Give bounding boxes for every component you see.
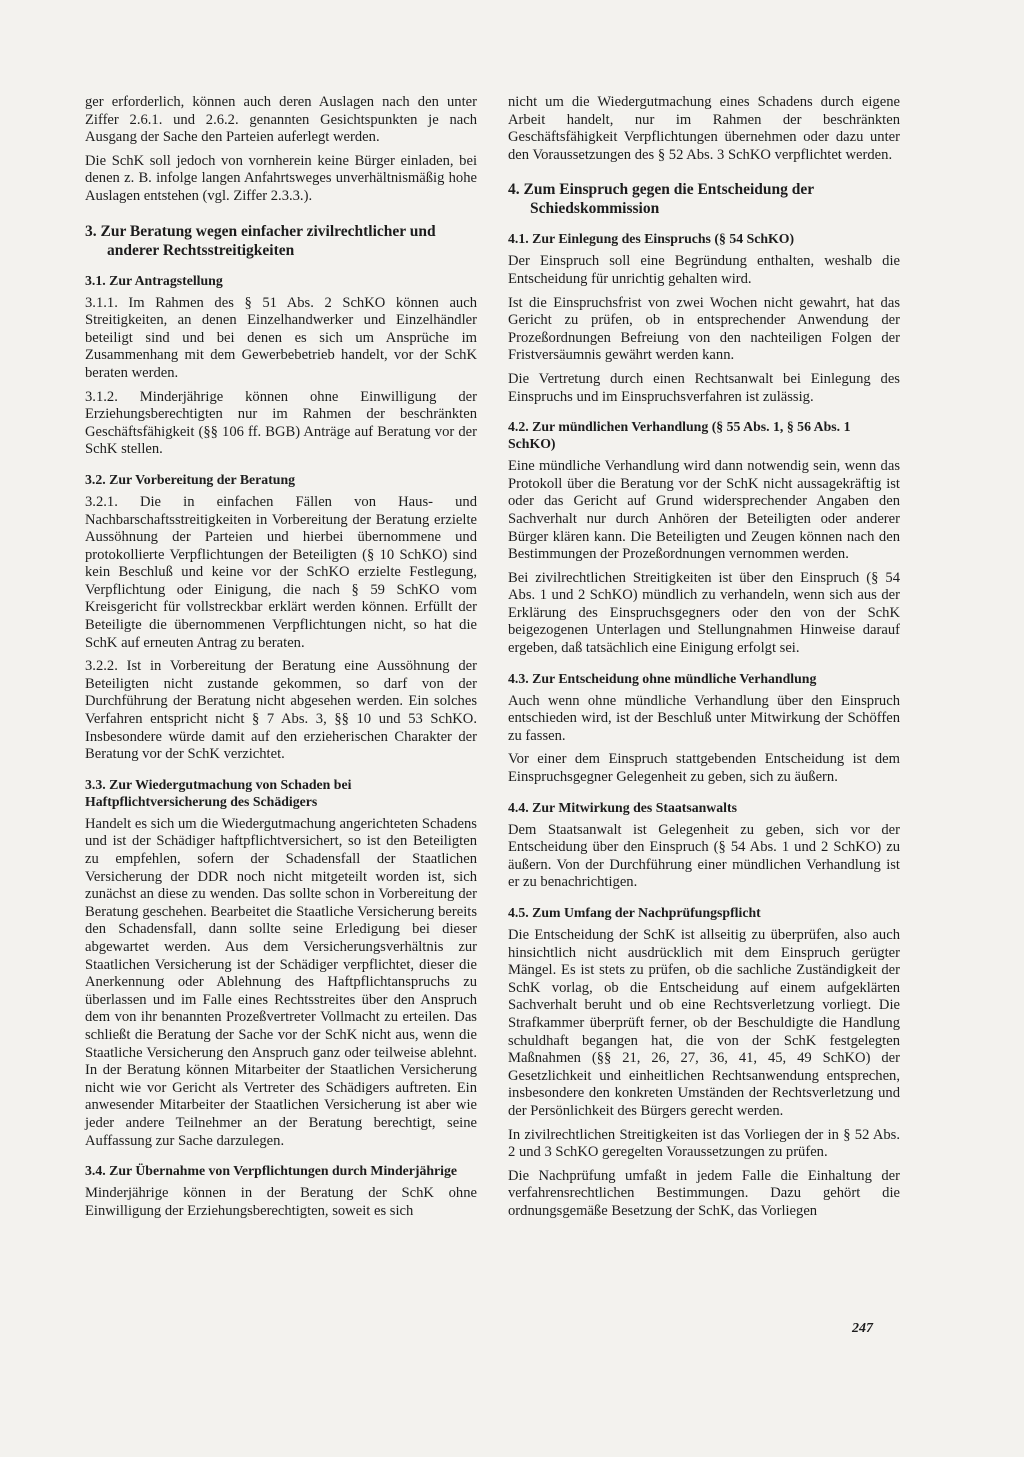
subsection-heading: 3.1. Zur Antragstellung bbox=[85, 272, 223, 288]
paragraph: Dem Staatsanwalt ist Gelegenheit zu geben, sich vor der Entscheidung über den Einspruch (§ 54 Abs. 1 und 2 SchKO) zu äußern. Von der Durchführung einer mündlichen Verhandlung ist er zu benachrichtigen. bbox=[508, 821, 900, 891]
paragraph: Auch wenn ohne mündliche Verhandlung über den Einspruch entschieden wird, ist der Beschluß unter Mitwirkung der Schöffen zu fassen. bbox=[508, 692, 900, 744]
paragraph: 3.2.1. Die in einfachen Fällen von Haus- und Nachbarschaftsstreitigkeiten in Vorbereitung der Beratung erzielte Aussöhnung der Parteien und hierbei übernommene und protokollierte Verpflichtungen der Beteiligten (§ 10 SchKO) sind kein Beschluß und keine vor der SchKO erzielte Festlegung, Verpflichtung oder Einigung, die nach § 59 SchKO vom Kreisgericht für vollstreckbar erklärt werden können. Erfüllt der Beteiligte die übernommenen Verpflichtungen nicht, so hat die SchK auf erneuten Antrag zu beraten. bbox=[85, 493, 477, 651]
paragraph: nicht um die Wiedergutmachung eines Schadens durch eigene Arbeit handelt, nur im Rahmen der beschränkten Geschäftsfähigkeit Verpflichtungen übernehmen oder dazu unter den Voraussetzungen des § 52 Abs. 3 SchKO verpflichtet werden. bbox=[508, 94, 900, 163]
subsection-heading: 4.1. Zur Einlegung des Einspruchs (§ 54 SchKO) bbox=[508, 231, 795, 247]
paragraph: Die Nachprüfung umfaßt in jedem Falle die Einhaltung der verfahrensrechtlichen Bestimmungen. Dazu gehört die ordnungsgemäße Besetzung der SchK, das Vorliegen bbox=[508, 1167, 900, 1219]
paragraph: Die Entscheidung der SchK ist allseitig zu überprüfen, also auch hinsichtlich nicht ausdrücklich mit dem Einspruch gerügter Mängel. Es ist stets zu prüfen, ob die sachliche Zuständigkeit der SchK vorlag, ob die Entscheidung auf einem aufgeklärten Sachverhalt beruht und ob eine Rechtsverletzung vorliegt. Die Strafkammer überprüft ferner, ob der Beschuldigte die Handlung schuldhaft begangen hat, die von der SchK festgelegten Maßnahmen (§§ 21, 26, 27, 36, 41, 45, 49 SchKO) der Gesetzlichkeit und einheitlichen Rechtsanwendung entsprechen, insbesondere den konkreten Umständen der Rechtsverletzung und der Persönlichkeit des Bürgers gerecht werden. bbox=[508, 927, 900, 1119]
paragraph: Die Vertretung durch einen Rechtsanwalt bei Einlegung des Einspruchs und im Einspruchsverfahren ist zulässig. bbox=[508, 370, 900, 405]
paragraph: 3.1.1. Im Rahmen des § 51 Abs. 2 SchKO können auch Streitigkeiten, an denen Einzelhandwerker und Einzelhändler beteiligt sind und bei denen es sich um Ansprüche im Zusammenhang mit dem Gewerbebetrieb handelt, vor der SchK beraten werden. bbox=[85, 294, 477, 381]
paragraph: Minderjährige können in der Beratung der SchK ohne Einwilligung der Erziehungsberechtigten, soweit es sich bbox=[85, 1185, 477, 1219]
paragraph: 3.1.2. Minderjährige können ohne Einwilligung der Erziehungsberechtigten nur im Rahmen der beschränkten Geschäftsfähigkeit (§§ 106 ff. BGB) Anträge auf Beratung vor der SchK stellen. bbox=[85, 388, 477, 458]
subsection-heading: 4.2. Zur mündlichen Verhandlung (§ 55 Abs. 1, § 56 Abs. 1 SchKO) bbox=[508, 419, 851, 452]
subsection-heading: 4.5. Zum Umfang der Nachprüfungspflicht bbox=[508, 905, 761, 920]
paragraph: Handelt es sich um die Wiedergutmachung angerichteten Schadens und ist der Schädiger haftpflichtversichert, so ist den Beteiligten zu empfehlen, sofern der Schadensfall der Staatlichen Versicherung der DDR noch nicht mitgeteilt worden ist, sich zunächst an diese zu wenden. Das sollte schon in Vorbereitung der Beratung geschehen. Bearbeitet die Staatliche Versicherung bereits den Schadensfall, dann sollte seine Erledigung bei dieser abgewartet werden. Aus dem Versicherungsverhältnis zur Staatlichen Versicherung ist der Schädiger verpflichtet, dieser die Anerkennung oder Ablehnung des Haftpflichtanspruchs zu überlassen und im Falle eines Rechtsstreites über den Anspruch dem von ihr benannten Prozeßvertreter Vollmacht zu erteilen. Das schließt die Beratung der Sache vor der SchK nicht aus, wenn die Staatliche Versicherung den Anspruch ganz oder teilweise ablehnt. In der Beratung können Mitarbeiter der Staatlichen Versicherung nicht wie vor Gericht als Vertreter des Schädigers auftreten. Ein anwesender Mitarbeiter der Staatlichen Versicherung ist aber wie jeder andere Teilnehmer an der Beratung berechtigt, seine Auffassung zur Sache darzulegen. bbox=[85, 815, 477, 1149]
paragraph: Der Einspruch soll eine Begründung enthalten, weshalb die Entscheidung für unrichtig gehalten wird. bbox=[508, 253, 900, 287]
left-column bbox=[85, 94, 477, 1226]
subsection-heading: 3.2. Zur Vorbereitung der Beratung bbox=[85, 471, 296, 487]
subsection-heading: 3.3. Zur Wiedergutmachung von Schaden bei Haftpflichtversicherung des Schädigers bbox=[85, 776, 352, 809]
paragraph: Vor einer dem Einspruch stattgebenden Entscheidung ist dem Einspruchsgegner Gelegenheit zu geben, sich zu äußern. bbox=[508, 751, 900, 786]
paragraph: Ist die Einspruchsfrist von zwei Wochen nicht gewahrt, hat das Gericht zu prüfen, ob in entsprechender Anwendung der Prozeßordnungen Befreiung von den nachteiligen Folgen der Fristversäumnis gewährt werden kann. bbox=[508, 294, 900, 364]
paragraph: 3.2.2. Ist in Vorbereitung der Beratung eine Aussöhnung der Beteiligten nicht zustande gekommen, so darf von der Durchführung der Beratung nicht abgesehen werden. Ein solches Verfahren entspricht nicht § 7 Abs. 3, §§ 10 und 53 SchKO. Insbesondere würde damit auf den erzieherischen Charakter der Beratung vor der SchK verzichtet. bbox=[85, 658, 477, 763]
paragraph: Bei zivilrechtlichen Streitigkeiten ist über den Einspruch (§ 54 Abs. 1 und 2 SchKO) mündlich zu verhandeln, wenn sich aus der Erklärung des Einspruchsgegners oder den von der SchK beigezogenen Unterlagen und Stellungnahmen Hinweise darauf ergeben, daß tatsächlich eine Einigung erfolgt sei. bbox=[508, 569, 900, 657]
section-heading: 4. Zum Einspruch gegen die Entscheidung der Schiedskommission bbox=[508, 181, 814, 218]
paragraph: Die SchK soll jedoch von vornherein keine Bürger einladen, bei denen z. B. infolge langen Anfahrtsweges unverhältnismäßig hohe Auslagen entstehen (vgl. Ziffer 2.3.3.). bbox=[85, 152, 477, 204]
paragraph: Eine mündliche Verhandlung wird dann notwendig sein, wenn das Protokoll über die Beratung vor der SchK nicht aussagekräftig ist oder das Gericht auf Grund widersprechender Angaben den Sachverhalt nur durch Anhören der Beteiligten oder anderer Bürger klären kann. Die Beteiligten und Zeugen können nach den Bestimmungen der Prozeßordnungen vernommen werden. bbox=[508, 458, 900, 563]
subsection-heading: 4.3. Zur Entscheidung ohne mündliche Verhandlung bbox=[508, 670, 817, 686]
paragraph: In zivilrechtlichen Streitigkeiten ist das Vorliegen der in § 52 Abs. 2 und 3 SchKO geregelten Voraussetzungen zu prüfen. bbox=[508, 1126, 900, 1161]
subsection-heading: 3.4. Zur Übernahme von Verpflichtungen durch Minderjährige bbox=[85, 1163, 458, 1179]
right-column bbox=[508, 94, 900, 1227]
section-heading: 3. Zur Beratung wegen einfacher zivilrechtlicher und anderer Rechtsstreitigkeiten bbox=[85, 222, 436, 259]
page-number: 247 bbox=[852, 1321, 873, 1336]
paragraph: ger erforderlich, können auch deren Auslagen nach den unter Ziffer 2.6.1. und 2.6.2. genannten Gesichtspunkten je nach Ausgang der Sache den Parteien auferlegt werden. bbox=[85, 94, 477, 146]
subsection-heading: 4.4. Zur Mitwirkung des Staatsanwalts bbox=[508, 799, 737, 815]
